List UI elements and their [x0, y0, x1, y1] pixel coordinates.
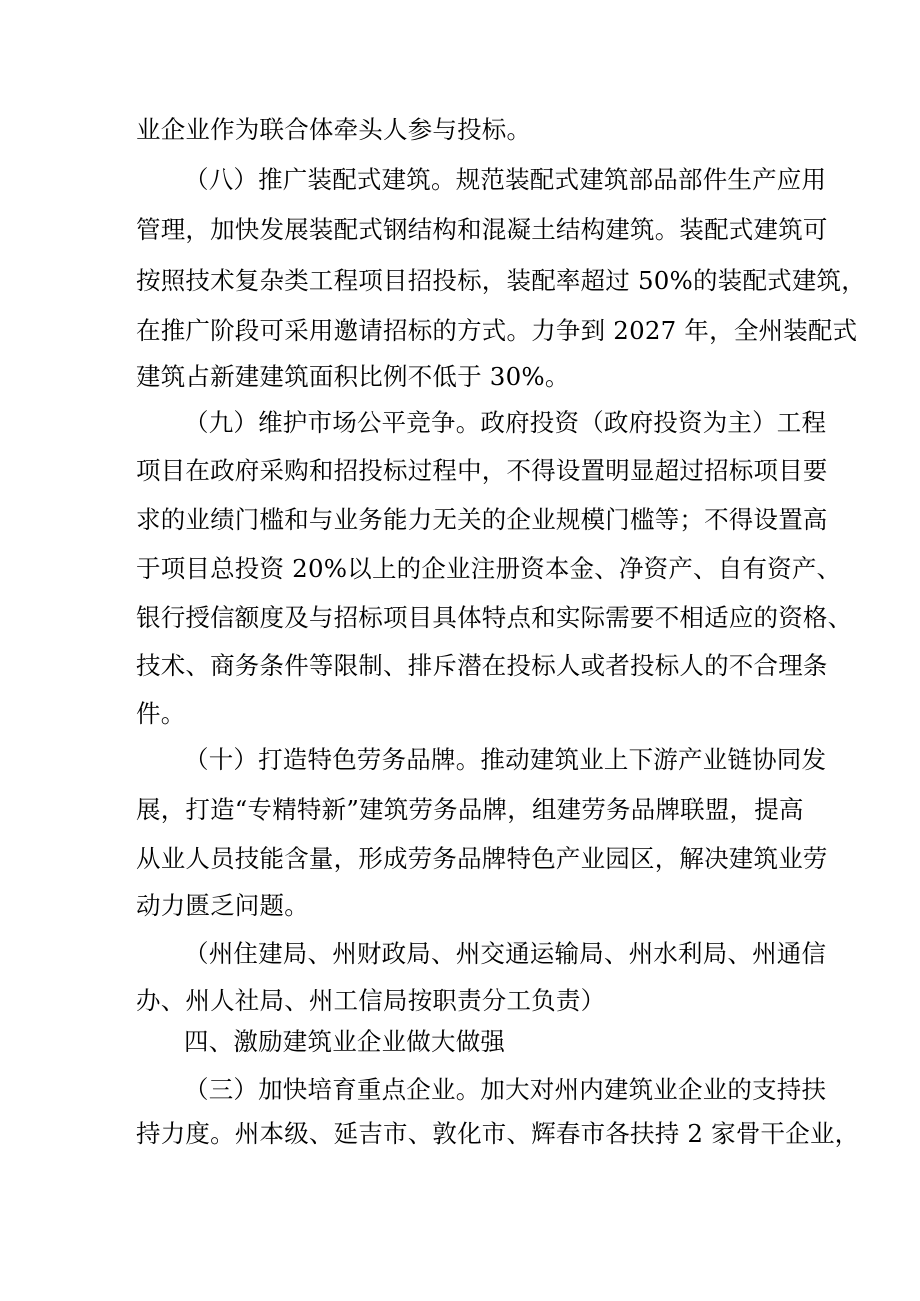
- paragraph-line: （三）加快培育重点企业。加大对州内建筑业企业的支持扶: [184, 1075, 827, 1104]
- paragraph-line: 持力度。州本级、延吉市、敦化市、辉春市各扶持 2 家骨干企业，: [136, 1119, 860, 1148]
- paragraph-line: 求的业绩门槛和与业务能力无关的企业规模门槛等；不得设置高: [136, 505, 828, 534]
- paragraph-line: 银行授信额度及与招标项目具体特点和实际需要不相适应的资格、: [136, 603, 853, 632]
- paragraph-line: 管理，加快发展装配式钢结构和混凝土结构建筑。装配式建筑可: [136, 215, 828, 244]
- paragraph-line: 从业人员技能含量，形成劳务品牌特色产业园区，解决建筑业劳: [136, 844, 828, 873]
- paragraph-line: 于项目总投资 20%以上的企业注册资本金、净资产、自有资产、: [136, 554, 842, 583]
- paragraph-line: （八）推广装配式建筑。规范装配式建筑部品部件生产应用: [184, 165, 827, 194]
- paragraph-line: （九）维护市场公平竞争。政府投资（政府投资为主）工程: [184, 408, 827, 437]
- section-heading: 四、激励建筑业企业做大做强: [184, 1027, 506, 1056]
- paragraph-line: 项目在政府采购和招投标过程中，不得设置明显超过招标项目要: [136, 456, 828, 485]
- paragraph-line: 业企业作为联合体牵头人参与投标。: [136, 115, 532, 144]
- paragraph-line: 技术、商务条件等限制、排斥潜在投标人或者投标人的不合理条: [136, 651, 828, 680]
- paragraph-line: 件。: [136, 699, 186, 728]
- paragraph-line: 展，打造“专精特新”建筑劳务品牌，组建劳务品牌联盟，提高: [136, 795, 804, 824]
- paragraph-line: 动力匮乏问题。: [136, 891, 309, 920]
- paragraph-line: 按照技术复杂类工程项目招投标，装配率超过 50%的装配式建筑，: [136, 266, 866, 295]
- paragraph-line: 建筑占新建建筑面积比例不低于 30%。: [136, 362, 570, 391]
- paragraph-line: 办、州人社局、州工信局按职责分工负责）: [136, 986, 606, 1015]
- paragraph-line: （十）打造特色劳务品牌。推动建筑业上下游产业链协同发: [184, 745, 827, 774]
- paragraph-line: （州住建局、州财政局、州交通运输局、州水利局、州通信: [184, 939, 827, 968]
- paragraph-line: 在推广阶段可采用邀请招标的方式。力争到 2027 年，全州装配式: [136, 316, 858, 345]
